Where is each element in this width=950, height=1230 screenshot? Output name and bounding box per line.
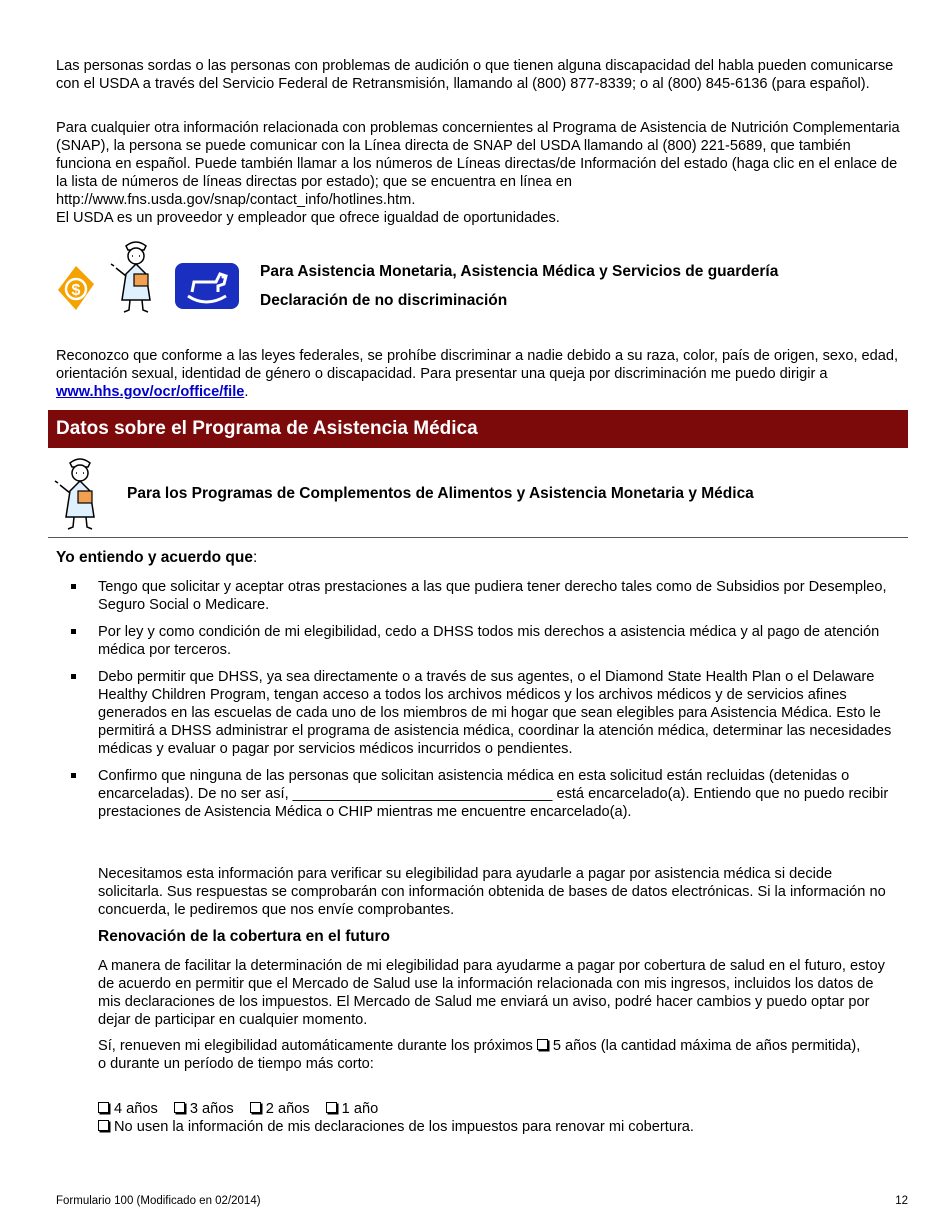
shorter-period-text: o durante un período de tiempo más corto: — [98, 1056, 374, 1072]
agreement-list — [56, 578, 908, 830]
section-banner: Datos sobre el Programa de Asistencia Médica — [48, 410, 908, 448]
no-use-option[interactable] — [98, 1118, 898, 1136]
section-divider — [48, 537, 908, 538]
understand-colon: : — [252, 549, 258, 566]
nondiscrimination-title: Declaración de no discriminación — [260, 292, 508, 309]
list-item: Debo permitir que DHSS, ya sea directamente o a través de sus agentes, o el Diamond State Health Plan o el Delaware Healthy Children Program, tengan acceso a todos los archivos médicos y los archivos médicos y de servicios afines generados en las escuelas de cada uno de los miembros de mi hogar que sean elegibles para Asistencia Médica. Esto le permitirá a DHSS administrar el programa de asistencia médica, coordinar la atención médica, determinar las necesidades médicas y evaluar o pagar por servicios médicos incurridos o pendientes. — [56, 668, 908, 758]
renewal-yes-paragraph — [98, 1037, 898, 1073]
three-years-label: 3 años — [189, 1101, 234, 1117]
renewal-yes-text: Sí, renueven mi elegibilidad automáticamente durante los próximos — [98, 1038, 537, 1054]
two-years-label: 2 años — [265, 1101, 310, 1117]
years-options — [98, 1100, 898, 1118]
health-assistance-title: Para Asistencia Monetaria, Asistencia Médica y Servicios de guardería — [260, 263, 779, 280]
programs-title: Para los Programas de Complementos de Alimentos y Asistencia Monetaria y Médica — [127, 485, 754, 502]
usda-equal-opportunity: El USDA es un proveedor y empleador que ofrece igualdad de oportunidades. — [56, 210, 560, 226]
three-years-checkbox[interactable] — [174, 1102, 185, 1113]
option-1-year[interactable] — [326, 1101, 379, 1117]
option-2-years[interactable] — [250, 1101, 310, 1117]
four-years-checkbox[interactable] — [98, 1102, 109, 1113]
list-item: Confirmo que ninguna de las personas que solicitan asistencia médica en esta solicitud están recluidas (detenidas o encarceladas). De no ser así, ________________________________ está encarcelado(a). Entiendo que no puedo recibir prestaciones de Asistencia Médica o CHIP mientras me encuentre encarcelado(a). — [56, 767, 908, 821]
no-use-label: No usen la información de mis declaraciones de los impuestos para renovar mi cobertura. — [114, 1119, 694, 1135]
understand-title — [56, 549, 257, 567]
understand-heading: Yo entiendo y acuerdo que — [56, 549, 253, 566]
dollar-coin-icon — [54, 264, 98, 312]
snap-hotline-block — [56, 119, 908, 227]
form-number: Formulario 100 (Modificado en 02/2014) — [56, 1195, 261, 1207]
one-year-label: 1 año — [341, 1101, 379, 1117]
rocking-horse-icon — [172, 260, 242, 312]
nondiscrimination-paragraph — [56, 347, 908, 401]
no-use-checkbox[interactable] — [98, 1120, 109, 1131]
five-years-checkbox[interactable] — [537, 1039, 548, 1050]
page-number: 12 — [895, 1195, 908, 1207]
verification-paragraph: Necesitamos esta información para verificar su elegibilidad para ayudarle a pagar por asistencia médica si decide solicitarla. Sus respuestas se comprobarán con información obtenida de bases de datos electrónicas. Si la información no concuerda, le pediremos que nos envíe comprobantes. — [98, 866, 886, 918]
svg-text:$: $ — [71, 282, 81, 299]
two-years-checkbox[interactable] — [250, 1102, 261, 1113]
hhs-complaint-link[interactable]: www.hhs.gov/ocr/office/file — [56, 384, 245, 400]
one-year-checkbox[interactable] — [326, 1102, 337, 1113]
snap-hotline-paragraph: Para cualquier otra información relacionada con problemas concernientes al Programa de Asistencia de Nutrición Complementaria (SNAP), la persona se puede comunicar con la Línea directa de SNAP del USDA llamando al (800) 221-5689, que también funciona en español. Puede también llamar a los números de Líneas directas/de Información del estado (haga clic en el enlace de la lista de números de líneas directas por estado); que se encuentra en línea en http://www.fns.usda.gov/snap/contact_info/hotlines.htm. — [56, 120, 900, 208]
list-item: Por ley y como condición de mi elegibilidad, cedo a DHSS todos mis derechos a asistencia médica y al pago de atención médica por terceros. — [56, 623, 908, 659]
renewal-title: Renovación de la cobertura en el futuro — [98, 928, 390, 945]
usda-relay-paragraph: Las personas sordas o las personas con problemas de audición o que tienen alguna discapacidad del habla pueden comunicarse con el USDA a través del Servicio Federal de Retransmisión, llamando al (800) 877-8339; o al (800) 845-6136 (para español). — [56, 58, 894, 92]
four-years-label: 4 años — [114, 1101, 158, 1117]
nondiscrimination-text: Reconozco que conforme a las leyes federales, se prohíbe discriminar a nadie debido a su raza, color, país de origen, sexo, edad, orientación sexual, identidad de género o discapacidad. Para presentar una queja por discriminación me puedo dirigir a — [56, 348, 899, 382]
nondiscrimination-end: . — [244, 384, 249, 400]
nurse-icon — [110, 238, 162, 314]
option-4-years[interactable] — [98, 1101, 158, 1117]
nurse-icon — [54, 455, 106, 531]
renewal-paragraph: A manera de facilitar la determinación de mi elegibilidad para ayudarme a pagar por cobertura de salud en el futuro, estoy de acuerdo en permitir que el Mercado de Salud use la información relacionada con mis ingresos, incluidos los datos de mis declaraciones de los impuestos. El Mercado de Salud me enviará un aviso, podré hacer cambios y puedo optar por dejar de participar en cualquier momento. — [98, 958, 885, 1028]
list-item: Tengo que solicitar y aceptar otras prestaciones a las que pudiera tener derecho tales como de Subsidios por Desempleo, Seguro Social o Medicare. — [56, 578, 908, 614]
five-years-label: 5 años (la cantidad máxima de años permitida), — [552, 1038, 861, 1054]
option-3-years[interactable] — [174, 1101, 234, 1117]
